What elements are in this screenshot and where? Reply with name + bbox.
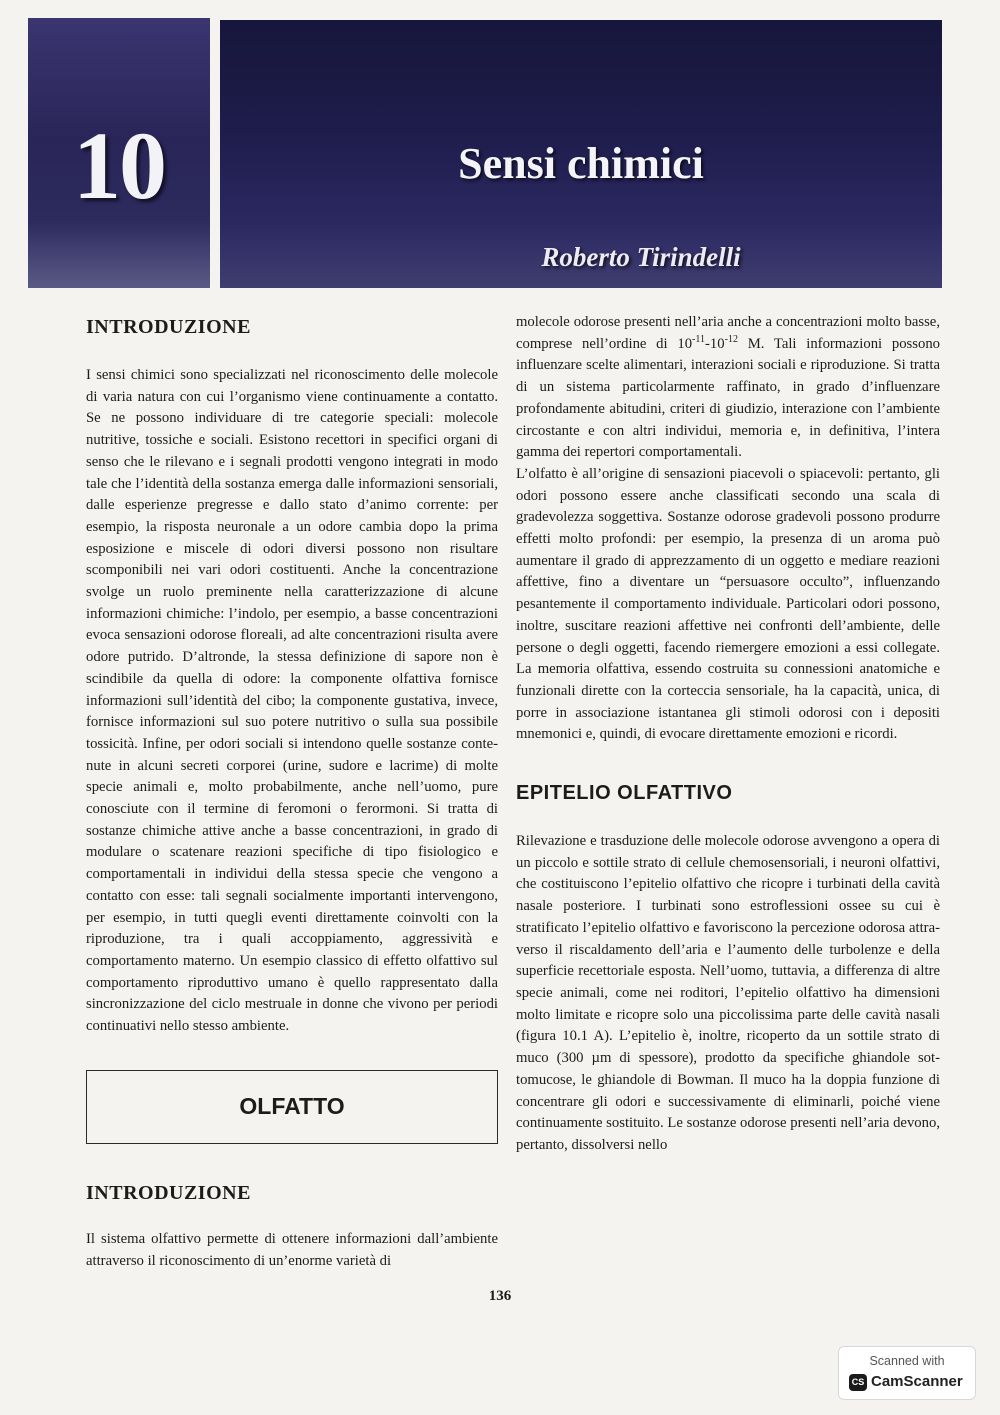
watermark-brand: CamScanner <box>871 1373 963 1390</box>
camscanner-logo-icon: CS <box>849 1374 867 1391</box>
exponent: -11 <box>692 333 706 345</box>
chapter-number: 10 <box>73 112 165 219</box>
continued-paragraph <box>516 312 940 464</box>
section-box-olfatto: OLFATTO <box>86 1070 498 1144</box>
camscanner-watermark <box>838 1346 976 1400</box>
epitelio-paragraph: Rilevazione e trasduzione delle molecole odorose avvengono a opera di un piccolo e sottile strato di cellule chemosensoriali, i neuroni olfattivi, che costituiscono l’epitelio olfattivo che ricopre i turbinati della cavità nasale posteriore. I turbinati sono estroflessioni ossee su cui è stratificato l’epitelio olfattivo e favoriscono la percezione odorosa attraverso il riscaldamento dell’aria e l’aumento delle turbolenze e della superficie recettoriale esposta. Nell’uomo, tuttavia, a differenza di altre specie animali, come nei roditori, l’epitelio olfattivo ha dimensioni molto limitate e ricopre solo una piccolissima parte delle cavità nasali (figura 10.1 A). L’epitelio è, inoltre, ricoperto da un sottile strato di muco (300 µm di spessore), prodotto da specifiche ghiandole sottomucose, le ghiandole di Bowman. Il muco ha la doppia funzione di concentrare gli odori e successivamente di eliminarli, poiché viene continuamente sostituito. Le sostanze odorose presenti nell’aria devono, pertanto, dissolversi nello <box>516 833 940 1153</box>
exponent: -12 <box>724 333 738 345</box>
page-number: 136 <box>488 1288 512 1304</box>
olfatto-paragraph: L’olfatto è all’origine di sensazioni piacevoli o spiacevoli: pertanto, gli odori possono essere anche classificati secondo una scala di gradevolezza soggettiva. Sostanze odorose gradevoli possono produrre effetti molto profondi: per esempio, la presenza di un aroma può aumentare il grado di apprezzamento di un oggetto e mediare reazioni affettive, fino a diventare un “persuasore occulto”, influenzando pesantemente il comportamento individuale. Particolari odori possono, inoltre, suscitare reazioni affettive nei confronti dell’ambiente, delle persone o degli oggetti, facendo riemergere emozioni a essi collegate. La memoria olfattiva, essendo costruita su connessioni anatomiche e funzionali dirette con la corteccia sensoriale, ha la capacità, unica, di porre in associazione istantanea gli stimoli odorosi con i depositi mnemonici e, quindi, di evocare direttamente emozioni e ricordi. <box>516 465 940 743</box>
chapter-title: Sensi chimici <box>458 139 704 188</box>
section-heading-introduzione: INTRODUZIONE <box>86 316 251 338</box>
intro-paragraph: I sensi chimici sono specializzati nel riconoscimento delle molecole di varia natura con cui l’organismo viene continuamente a contatto. Se ne possono individuare di tre categorie speciali: molecole nutritive, tossiche e sociali. Esistono recettori in specifici organi di senso che le rilevano e i segnali prodotti vengono integrati in modo tale che l’identità della sostanza emerga dalle informazioni sensoriali, dalle esperienze pregresse e dallo stato d’animo corrente: per esempio, la risposta neuronale a un odore cambia dopo la prima esposizione e miscele di odori diversi possono non risultare scomponibili nei vari odori costituenti. Anche la concentrazione svolge un ruolo preminente nella caratterizzazione di alcune informazioni chimiche: l’indolo, per esempio, a basse concentrazioni evoca sensazioni odorose floreali, ad alte concentrazioni risulta avere odore putrido. D’altronde, la stessa definizione di sapore non è scindibile da quella di odore: la componente olfattiva fornisce informazioni sull’identità del cibo; la componente gustativa, invece, fornisce informazioni sul suo potere nutritivo o sulla sua possibile tossicità. Infine, per odori sociali si intendono quelle sostanze contenute in alcuni secreti corporei (urine, sudore e lacrime) di molte specie animali e, molto probabilmente, anche nell’uomo, pure conosciute con il termine di feromoni o ferormoni. Si tratta di sostanze chimiche attive anche a basse concentrazioni, in grado di modulare o scatenare reazioni specifiche di tipo fisiologico e comportamentali in individui della stessa specie che vengono a contatto con esse: tali segnali socialmente importanti intervengono, per esempio, in tutti quegli eventi direttamente coinvolti con la riproduzione, tra i quali accoppiamento, aggressività e comportamento materno. Un esempio classico di effetto olfattivo sul comportamento riproduttivo umano è quello rappresentato dalla sincronizzazione del ciclo mestruale in donne che vivono per periodi continuativi nello stesso ambiente. <box>86 367 498 1035</box>
paragraph-text-start: molecole odorose presenti nell’aria anche a concentrazioni molto basse, comprese nell’ordine di 10 <box>516 314 940 352</box>
paragraph-text-end: M. Tali informazioni possono influenzare scelte alimentari, interazioni sociali e riproduzione. Si tratta di un sistema particolarmente raffinato, in grado d’influenzare profondamente abitudini, criteri di giudizio, interazione con l’ambiente circostante e con altri individui, memoria e, in definitiva, l’intera gamma dei repertori comportamentali. <box>516 335 941 461</box>
section-heading-epitelio-olfattivo: EPITELIO OLFATTIVO <box>516 782 733 805</box>
subsection-heading-introduzione: INTRODUZIONE <box>86 1181 251 1204</box>
chapter-author: Roberto Tirindelli <box>541 242 741 272</box>
range-dash: -10 <box>705 335 725 352</box>
olfatto-intro-paragraph: Il sistema olfattivo permette di ottenere informazioni dall’ambiente attraverso il riconoscimento di un’enorme varietà di <box>86 1230 498 1269</box>
chapter-title-panel <box>220 20 942 288</box>
watermark-caption: Scanned with <box>869 1354 945 1368</box>
left-column <box>86 312 498 1272</box>
chapter-number-panel <box>28 18 210 288</box>
right-column <box>516 312 940 1157</box>
